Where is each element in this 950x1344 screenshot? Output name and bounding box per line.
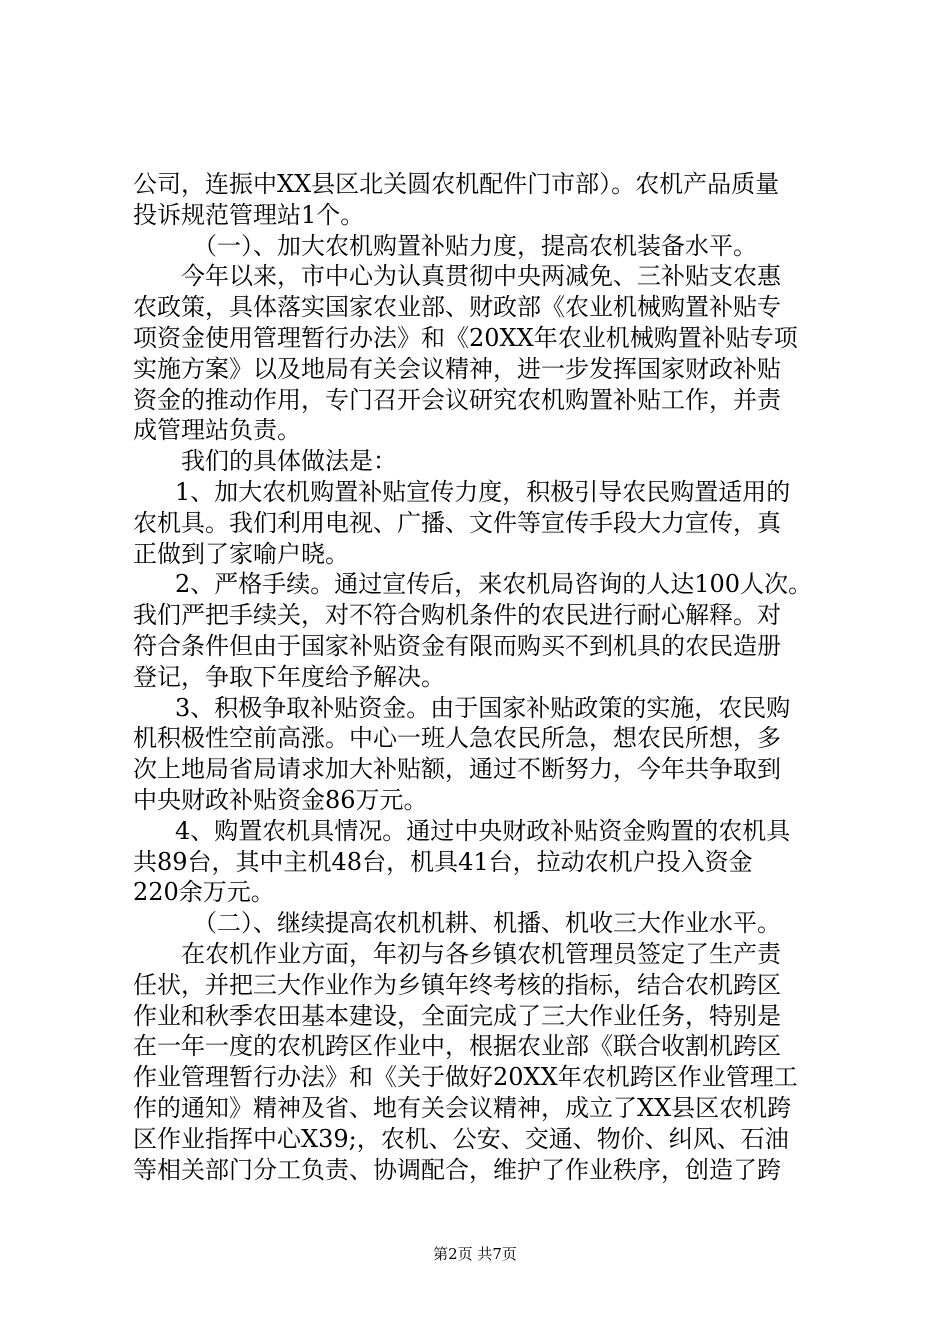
text-line: （一）、加大农机购置补贴力度，提高农机装备水平。 — [193, 231, 757, 260]
text-line: 资金的推动作用，专门召开会议研究农机购置补贴工作，并责 — [133, 385, 781, 414]
text-line: 中央财政补贴资金86万元。 — [133, 785, 428, 814]
text-line: 今年以来，市中心为认真贯彻中央两减免、三补贴支农惠 — [181, 262, 781, 291]
text-line: 我们严把手续关，对不符合购机条件的农民进行耐心解释。对 — [133, 601, 781, 630]
text-line: 作业管理暂行办法》和《关于做好20XX年农机跨区作业管理工 — [133, 1063, 798, 1092]
text-line: （二）、继续提高农机机耕、机播、机收三大作业水平。 — [193, 909, 781, 938]
text-line: 共89台，其中主机48台，机具41台，拉动农机户投入资金 — [133, 847, 753, 876]
text-line: 符合条件但由于国家补贴资金有限而购买不到机具的农民造册 — [133, 631, 781, 660]
text-line: 我们的具体做法是： — [181, 447, 397, 476]
text-line: 农政策，具体落实国家农业部、财政部《农业机械购置补贴专 — [133, 293, 781, 322]
text-line: 区作业指挥中心X39;，农机、公安、交通、物价、纠风、石油 — [133, 1124, 789, 1153]
text-line: 机积极性空前高涨。中心一班人急农民所急，想农民所想，多 — [133, 724, 781, 753]
page-footer: 第2页 共7页 — [433, 1245, 517, 1263]
document-body — [133, 169, 823, 1185]
text-line: 作业和秋季农田基本建设，全面完成了三大作业任务，特别是 — [133, 1001, 781, 1030]
text-line: 实施方案》以及地局有关会议精神，进一步发挥国家财政补贴 — [133, 354, 781, 383]
text-line: 公司，连振中XX县区北关圆农机配件门市部）。农机产品质量 — [133, 170, 780, 198]
text-line: 220余万元。 — [133, 878, 275, 907]
text-line: 等相关部门分工负责、协调配合，维护了作业秩序，创造了跨 — [133, 1155, 781, 1184]
text-line: 在农机作业方面，年初与各乡镇农机管理员签定了生产责 — [181, 939, 781, 968]
text-line: 在一年一度的农机跨区作业中，根据农业部《联合收割机跨区 — [133, 1032, 781, 1061]
text-line: 成管理站负责。 — [133, 416, 301, 445]
text-line: 登记，争取下年度给予解决。 — [133, 662, 445, 691]
text-line: 农机具。我们利用电视、广播、文件等宣传手段大力宣传，真 — [133, 508, 781, 537]
text-line: 次上地局省局请求加大补贴额，通过不断努力，今年共争取到 — [133, 755, 781, 784]
text-line: 3、积极争取补贴资金。由于国家补贴政策的实施，农民购 — [175, 693, 791, 722]
text-line: 2、严格手续。通过宣传后，来农机局咨询的人达100人次。 — [175, 570, 813, 599]
text-line: 正做到了家喻户晓。 — [133, 539, 349, 568]
text-line: 1、加大农机购置补贴宣传力度，积极引导农民购置适用的 — [175, 477, 791, 506]
text-line: 项资金使用管理暂行办法》和《20XX年农业机械购置补贴专项 — [133, 323, 798, 352]
text-line: 4、购置农机具情况。通过中央财政补贴资金购置的农机具 — [175, 816, 791, 845]
text-line: 作的通知》精神及省、地有关会议精神，成立了XX县区农机跨 — [133, 1093, 792, 1122]
text-line: 任状，并把三大作业作为乡镇年终考核的指标，结合农机跨区 — [133, 970, 781, 999]
text-line: 投诉规范管理站1个。 — [133, 200, 365, 229]
